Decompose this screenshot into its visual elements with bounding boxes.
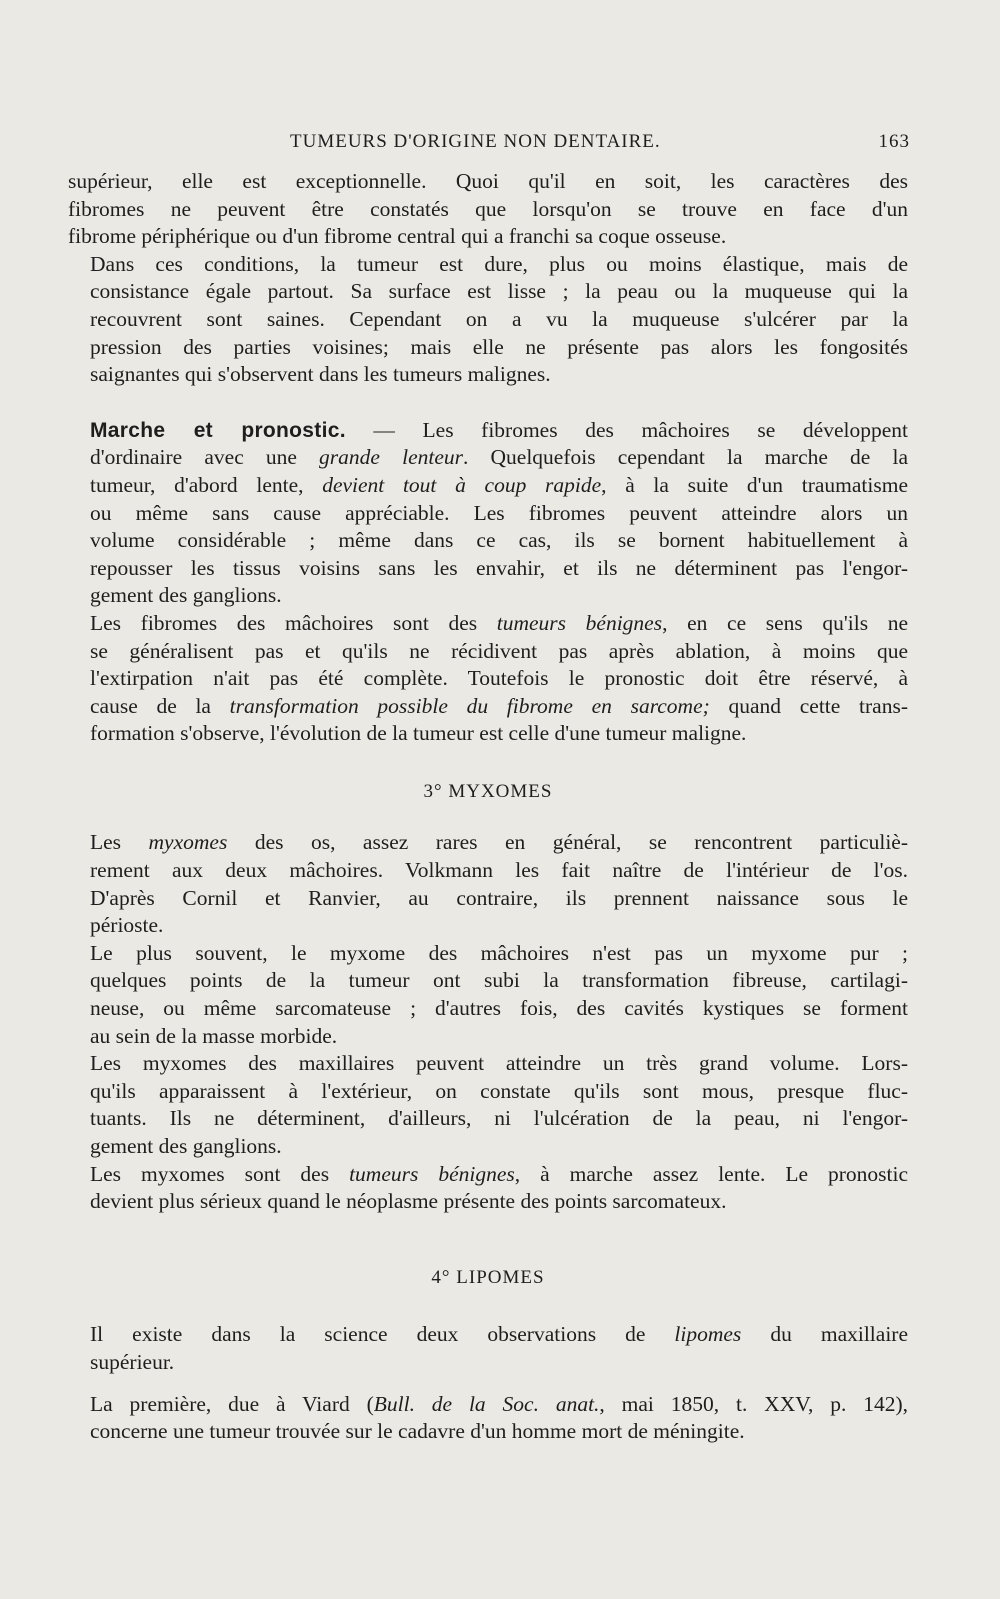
text-line [68, 693, 908, 721]
italic-run: Bull. de la Soc. anat. [373, 1391, 600, 1416]
text-line: au sein de la masse morbide. [90, 1023, 338, 1048]
italic-run: myxomes [148, 830, 228, 855]
text-run: , à la suite d'un traumatisme [601, 472, 908, 497]
text-line: ou même sans cause appréciable. Les fibromes peuvent atteindre alors un [90, 500, 908, 525]
text-run: Les [90, 830, 149, 855]
paragraph-fibrome-characters [68, 168, 908, 251]
text-line: périoste. [90, 913, 164, 938]
text-run: tumeur, d'abord lente, [90, 472, 323, 497]
paragraph-myxomes-intro [68, 829, 908, 939]
text-line: recouvrent sont saines. Cependant on a vu la muqueuse s'ulcérer par la [90, 306, 908, 331]
text-line: devient plus sérieux quand le néoplasme présente des points sarcomateux. [90, 1189, 727, 1214]
text-line: rement aux deux mâchoires. Volkmann les fait naître de l'intérieur de l'os. [90, 858, 908, 883]
text-line [68, 417, 908, 445]
text-run: — Les fibromes des mâchoires se développent [345, 417, 908, 442]
page-number: 163 [878, 131, 910, 152]
text-line: formation s'observe, l'évolution de la tumeur est celle d'une tumeur maligne. [90, 721, 747, 746]
text-line: se généralisent pas et qu'ils ne récidivent pas après ablation, à moins que [90, 638, 908, 663]
text-run: , mai 1850, t. XXV, p. 142), [599, 1391, 908, 1416]
paragraph-myxome-pronostic [68, 1161, 908, 1216]
text-line: pression des parties voisines; mais elle ne présente pas alors les fongosités [90, 334, 908, 359]
paragraph-myxome-pur [68, 940, 908, 1050]
running-title: TUMEURS D'ORIGINE NON DENTAIRE. [290, 131, 661, 152]
text-line [68, 1161, 908, 1189]
text-run: La première, due à Viard ( [90, 1391, 374, 1416]
text-line: l'extirpation n'ait pas été complète. Toutefois le pronostic doit être réservé, à [90, 666, 908, 691]
text-run: Les fibromes des mâchoires sont des [90, 610, 497, 635]
text-run: cause de la [90, 693, 230, 718]
text-run: quand cette trans- [709, 693, 908, 718]
italic-run: lipomes [674, 1322, 742, 1347]
text-line [68, 829, 908, 857]
text-run: , en ce sens qu'ils ne [662, 610, 909, 635]
text-line: Le plus souvent, le myxome des mâchoires n'est pas un myxome pur ; [90, 940, 908, 965]
paragraph-benign-fibromes [68, 610, 908, 748]
text-line: concerne une tumeur trouvée sur le cadavre d'un homme mort de méningite. [90, 1419, 745, 1444]
text-line: volume considérable ; même dans ce cas, ils se bornent habituellement à [90, 528, 908, 553]
text-line: qu'ils apparaissent à l'extérieur, on constate qu'ils sont mous, presque fluc- [90, 1078, 908, 1103]
text-run: , à marche assez lente. Le pronostic [514, 1161, 909, 1186]
text-run: d'ordinaire avec une [90, 445, 320, 470]
text-run: Il existe dans la science deux observations de [90, 1322, 675, 1347]
text-line [68, 610, 908, 638]
text-line: consistance égale partout. Sa surface est lisse ; la peau ou la muqueuse qui la [90, 279, 908, 304]
text-line: Les myxomes des maxillaires peuvent atteindre un très grand volume. Lors- [90, 1051, 908, 1076]
section-heading-myxomes: 3° MYXOMES [423, 780, 553, 802]
text-line: gement des ganglions. [90, 1134, 282, 1158]
text-line: D'après Cornil et Ranvier, au contraire, ils prennent naissance sous le [90, 885, 908, 910]
text-line [68, 444, 908, 472]
section-title-marche-pronostic: Marche et pronostic. [90, 418, 346, 442]
text-line: supérieur, elle est exceptionnelle. Quoi qu'il en soit, les caractères des [68, 169, 908, 193]
italic-run: devient tout à coup rapide [322, 472, 602, 497]
text-line: supérieur. [90, 1349, 175, 1374]
text-line [68, 472, 908, 500]
body-text [68, 168, 908, 1446]
text-line: tuants. Ils ne déterminent, d'ailleurs, ni l'ulcération de la peau, ni l'engor- [90, 1106, 908, 1131]
text-run: . Quelquefois cependant la marche de la [463, 445, 908, 470]
page-header [70, 131, 910, 159]
text-line: neuse, ou même sarcomateuse ; d'autres fois, des cavités kystiques se forment [90, 996, 908, 1021]
text-line: gement des ganglions. [90, 583, 282, 608]
text-run: Les myxomes sont des [90, 1161, 350, 1186]
section-heading-lipomes: 4° LIPOMES [431, 1266, 545, 1288]
paragraph-myxome-volume [68, 1050, 908, 1160]
text-run: du maxillaire [741, 1322, 908, 1347]
text-line: Dans ces conditions, la tumeur est dure, plus ou moins élastique, mais de [90, 251, 908, 276]
text-line [68, 1391, 908, 1419]
italic-run: tumeurs bénignes [349, 1161, 515, 1186]
italic-run: transformation possible du fibrome en sarcome; [229, 693, 710, 718]
text-line: quelques points de la tumeur ont subi la transformation fibreuse, cartilagi- [90, 968, 908, 993]
text-line [68, 1321, 908, 1349]
paragraph-marche-pronostic [68, 417, 908, 610]
paragraph-lipomes-intro [68, 1321, 908, 1376]
paragraph-viard [68, 1391, 908, 1446]
text-run: des os, assez rares en général, se rencontrent particuliè- [227, 830, 909, 855]
text-line: fibromes ne peuvent être constatés que lorsqu'on se trouve en face d'un [68, 196, 908, 221]
italic-run: grande lenteur [319, 445, 463, 470]
text-line: saignantes qui s'observent dans les tumeurs malignes. [90, 362, 551, 387]
text-line: repousser les tissus voisins sans les envahir, et ils ne déterminent pas l'engor- [90, 555, 908, 580]
paragraph-conditions [68, 251, 908, 389]
italic-run: tumeurs bénignes [496, 610, 663, 635]
text-line: fibrome périphérique ou d'un fibrome central qui a franchi sa coque osseuse. [68, 224, 727, 249]
